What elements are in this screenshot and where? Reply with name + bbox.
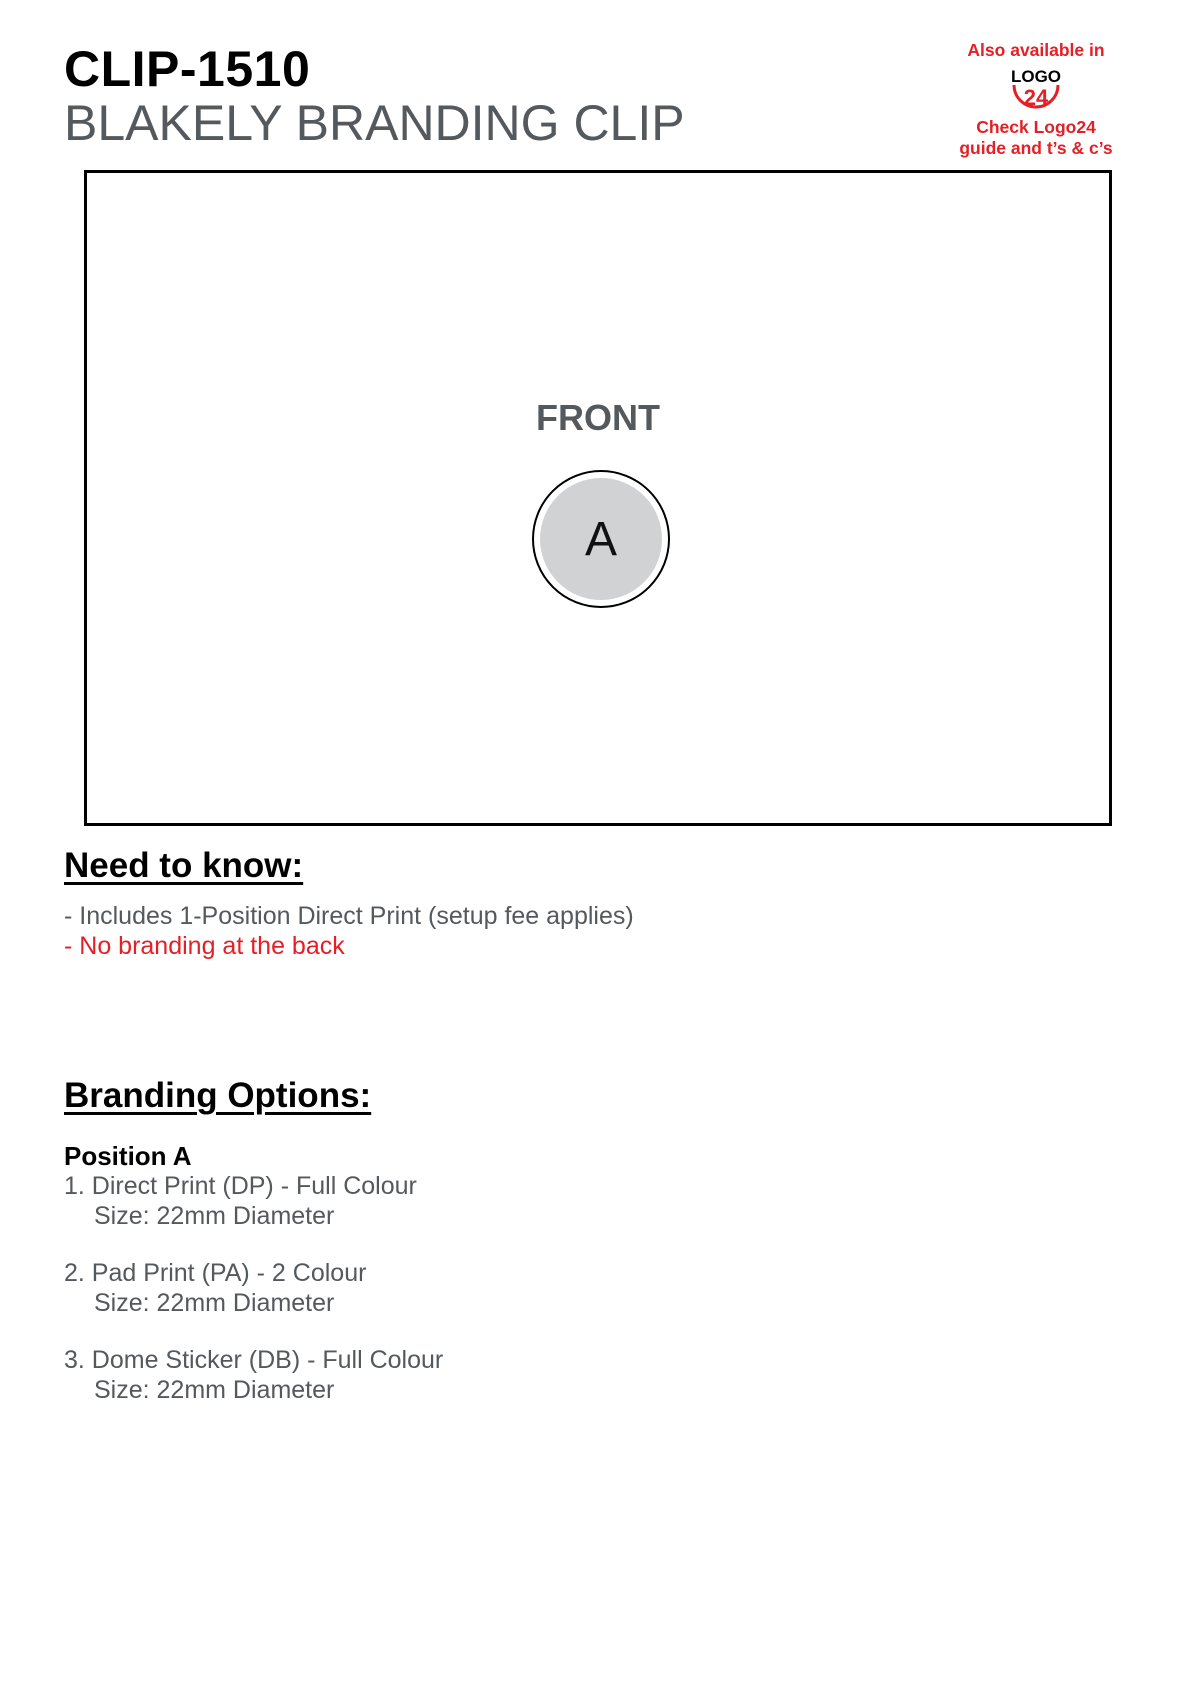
note-item: - Includes 1-Position Direct Print (setup fee applies): [64, 902, 634, 930]
logo24-terms-text: guide and t’s & c’s: [959, 138, 1113, 158]
product-code: CLIP-1510: [64, 41, 311, 97]
note-item-warning: - No branding at the back: [64, 932, 345, 960]
logo24-icon: [1006, 65, 1066, 115]
branding-option: 3. Dome Sticker (DB) - Full Colour: [64, 1346, 444, 1374]
view-label: FRONT: [536, 397, 660, 438]
branding-options-heading: Branding Options:: [64, 1076, 372, 1115]
position-title: Position A: [64, 1141, 192, 1171]
need-to-know-heading: Need to know:: [64, 846, 304, 885]
branding-option-size: Size: 22mm Diameter: [94, 1289, 335, 1317]
branding-option-size: Size: 22mm Diameter: [94, 1202, 335, 1230]
logo24-number: 24: [1023, 85, 1049, 110]
position-marker: [532, 470, 670, 608]
logo24-check-text: Check Logo24: [976, 117, 1096, 137]
branding-option-size: Size: 22mm Diameter: [94, 1376, 335, 1404]
product-name: BLAKELY BRANDING CLIP: [64, 95, 685, 151]
branding-option: 2. Pad Print (PA) - 2 Colour: [64, 1259, 367, 1287]
logo24-notice: [946, 40, 1126, 159]
logo24-availability-text: Also available in: [967, 40, 1105, 60]
product-drawing-area: [84, 170, 1112, 826]
branding-option: 1. Direct Print (DP) - Full Colour: [64, 1172, 417, 1200]
position-marker-label: A: [540, 478, 662, 600]
logo24-word: LOGO: [1010, 67, 1062, 86]
